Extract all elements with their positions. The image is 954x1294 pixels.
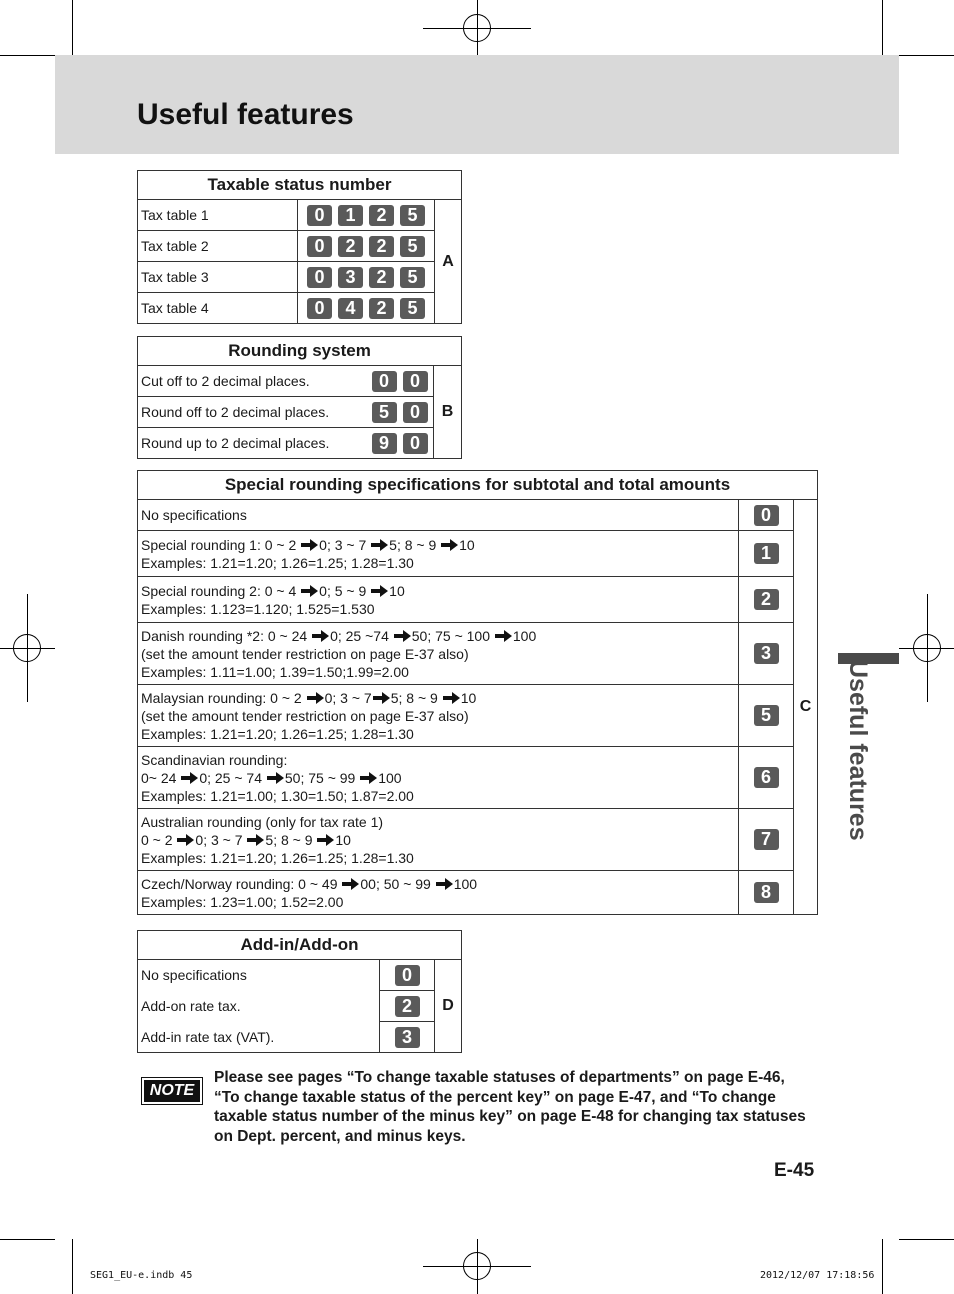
rounding-spec-line: Examples: 1.123=1.120; 1.525=1.530: [141, 600, 375, 617]
key-7: 7: [754, 829, 779, 850]
arrow-icon: [360, 772, 377, 784]
key-sequence: [739, 500, 794, 531]
key-0: 0: [754, 505, 779, 526]
key-3: 3: [338, 267, 363, 288]
crop-mark: [477, 1239, 478, 1294]
side-tab-label: Useful features: [844, 660, 872, 841]
arrow-icon: [181, 772, 198, 784]
arrow-icon: [267, 772, 284, 784]
key-sequence: [739, 623, 794, 685]
arrow-icon: [436, 878, 453, 890]
key-sequence: [380, 960, 435, 991]
crop-mark: [899, 55, 954, 56]
special-rounding-table: [137, 470, 818, 915]
key-2: 2: [369, 267, 394, 288]
key-5: 5: [400, 298, 425, 319]
key-1: 1: [338, 205, 363, 226]
rounding-spec-line: Examples: 1.23=1.00; 1.52=2.00: [141, 893, 344, 910]
note-badge: NOTE: [142, 1078, 202, 1104]
special-rounding-header: Special rounding specifications for subtotal and total amounts: [138, 471, 818, 500]
crop-mark: [927, 594, 928, 702]
arrow-icon: [394, 630, 411, 642]
rounding-label: Round off to 2 decimal places.: [138, 397, 367, 428]
arrow-icon: [371, 585, 388, 597]
arrow-icon: [373, 692, 390, 704]
key-sequence: [739, 531, 794, 577]
add-in-add-on-header: Add-in/Add-on: [138, 931, 462, 960]
key-0: 0: [307, 298, 332, 319]
key-2: 2: [395, 996, 420, 1017]
crop-mark: [899, 1239, 954, 1240]
section-letter-a: A: [435, 200, 462, 324]
key-4: 4: [338, 298, 363, 319]
rounding-spec-text: [138, 500, 739, 531]
key-0: 0: [403, 402, 428, 423]
tax-table-label: Tax table 1: [138, 200, 298, 231]
key-sequence: [298, 231, 435, 262]
rounding-spec-line: Examples: 1.21=1.20; 1.26=1.25; 1.28=1.30: [141, 554, 414, 571]
arrow-icon: [441, 539, 458, 551]
rounding-spec-text: [138, 623, 739, 685]
rounding-spec-text: [138, 809, 739, 871]
crop-mark: [72, 0, 73, 55]
key-2: 2: [338, 236, 363, 257]
rounding-spec-line: Examples: 1.21=1.00; 1.30=1.50; 1.87=2.00: [141, 787, 414, 804]
rounding-spec-line: (set the amount tender restriction on page E-37 also): [141, 645, 469, 662]
key-sequence: [380, 1022, 435, 1053]
crop-mark: [0, 55, 55, 56]
key-sequence: [739, 747, 794, 809]
rounding-system-header: Rounding system: [138, 337, 462, 366]
key-sequence: [739, 577, 794, 623]
key-0: 0: [403, 371, 428, 392]
key-sequence: [739, 871, 794, 915]
add-in-label: Add-in rate tax (VAT).: [138, 1022, 380, 1053]
rounding-spec-line: Special rounding 1: 0 ~ 2 0; 3 ~ 7 5; 8 ~ 9 10: [141, 536, 475, 553]
section-letter-d: D: [435, 960, 462, 1053]
key-0: 0: [307, 205, 332, 226]
rounding-spec-text: [138, 577, 739, 623]
key-sequence: [366, 397, 434, 428]
rounding-system-table: [137, 336, 462, 459]
key-sequence: [366, 366, 434, 397]
key-0: 0: [403, 433, 428, 454]
key-0: 0: [372, 371, 397, 392]
note-text: Please see pages “To change taxable statuses of departments” on page E-46, “To change taxable status of the percent key” on page E-47, and “To change taxable status number of the minus key” on page E-48 for changing tax statuses on Dept. percent, and minus keys.: [214, 1069, 806, 1145]
rounding-spec-line: (set the amount tender restriction on page E-37 also): [141, 707, 469, 724]
key-5: 5: [372, 402, 397, 423]
key-2: 2: [369, 205, 394, 226]
rounding-spec-text: [138, 871, 739, 915]
arrow-icon: [371, 539, 388, 551]
tax-table-label: Tax table 4: [138, 293, 298, 324]
footer-file-info: SEG1_EU-e.indb 45: [90, 1270, 193, 1281]
rounding-spec-line: Czech/Norway rounding: 0 ~ 49 00; 50 ~ 99 100: [141, 875, 478, 892]
add-in-label: Add-on rate tax.: [138, 991, 380, 1022]
key-5: 5: [400, 236, 425, 257]
arrow-icon: [307, 692, 324, 704]
arrow-icon: [301, 539, 318, 551]
key-5: 5: [400, 267, 425, 288]
key-3: 3: [754, 643, 779, 664]
key-sequence: [298, 200, 435, 231]
page-title: Useful features: [137, 98, 354, 131]
crop-mark: [477, 0, 478, 55]
arrow-icon: [177, 834, 194, 846]
key-sequence: [739, 685, 794, 747]
arrow-icon: [443, 692, 460, 704]
rounding-label: Cut off to 2 decimal places.: [138, 366, 367, 397]
key-2: 2: [754, 589, 779, 610]
section-letter-b: B: [434, 366, 462, 459]
key-sequence: [298, 293, 435, 324]
crop-mark: [882, 0, 883, 55]
rounding-spec-line: Special rounding 2: 0 ~ 4 0; 5 ~ 9 10: [141, 582, 405, 599]
key-sequence: [298, 262, 435, 293]
rounding-spec-text: [138, 685, 739, 747]
page-number: E-45: [774, 1160, 815, 1181]
key-6: 6: [754, 767, 779, 788]
key-8: 8: [754, 882, 779, 903]
tax-table-label: Tax table 3: [138, 262, 298, 293]
key-2: 2: [369, 236, 394, 257]
crop-mark: [72, 1239, 73, 1294]
arrow-icon: [301, 585, 318, 597]
rounding-spec-line: No specifications: [141, 507, 247, 523]
key-3: 3: [395, 1027, 420, 1048]
key-5: 5: [400, 205, 425, 226]
footer-timestamp: 2012/12/07 17:18:56: [760, 1270, 875, 1281]
taxable-status-table: [137, 170, 462, 324]
add-in-label: No specifications: [138, 960, 380, 991]
rounding-spec-line: 0 ~ 2 0; 3 ~ 7 5; 8 ~ 9 10: [141, 831, 351, 848]
rounding-spec-text: [138, 747, 739, 809]
rounding-spec-line: 0~ 24 0; 25 ~ 74 50; 75 ~ 99 100: [141, 769, 402, 786]
key-5: 5: [754, 705, 779, 726]
arrow-icon: [247, 834, 264, 846]
rounding-spec-line: Australian rounding (only for tax rate 1): [141, 813, 384, 830]
crop-mark: [27, 594, 28, 702]
arrow-icon: [342, 878, 359, 890]
key-0: 0: [307, 236, 332, 257]
key-sequence: [739, 809, 794, 871]
key-sequence: [366, 428, 434, 459]
rounding-spec-line: Danish rounding *2: 0 ~ 24 0; 25 ~74 50; 75 ~ 100 100: [141, 627, 537, 644]
arrow-icon: [312, 630, 329, 642]
section-letter-c: C: [794, 500, 818, 915]
rounding-label: Round up to 2 decimal places.: [138, 428, 367, 459]
rounding-spec-line: Examples: 1.21=1.20; 1.26=1.25; 1.28=1.30: [141, 849, 414, 866]
tax-table-label: Tax table 2: [138, 231, 298, 262]
rounding-spec-line: Scandinavian rounding:: [141, 751, 288, 768]
key-1: 1: [754, 543, 779, 564]
crop-mark: [0, 1239, 55, 1240]
key-9: 9: [372, 433, 397, 454]
rounding-spec-text: [138, 531, 739, 577]
key-2: 2: [369, 298, 394, 319]
rounding-spec-line: Examples: 1.21=1.20; 1.26=1.25; 1.28=1.30: [141, 725, 414, 742]
add-in-add-on-table: [137, 930, 462, 1053]
arrow-icon: [317, 834, 334, 846]
key-0: 0: [395, 965, 420, 986]
key-sequence: [380, 991, 435, 1022]
rounding-spec-line: Examples: 1.11=1.00; 1.39=1.50;1.99=2.00: [141, 663, 409, 680]
key-0: 0: [307, 267, 332, 288]
taxable-status-header: Taxable status number: [138, 171, 462, 200]
crop-mark: [882, 1239, 883, 1294]
rounding-spec-line: Malaysian rounding: 0 ~ 2 0; 3 ~ 7 5; 8 ~ 9 10: [141, 689, 477, 706]
arrow-icon: [495, 630, 512, 642]
